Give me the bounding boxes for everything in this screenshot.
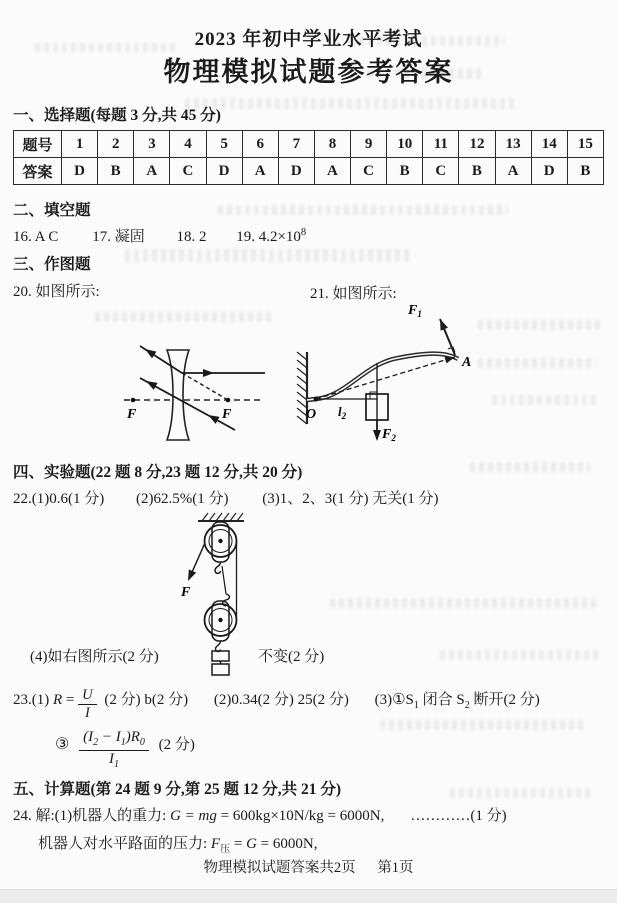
q23-part3-circle3-line xyxy=(55,730,195,770)
bleed-through-smudge xyxy=(330,598,600,608)
choice-answer-cell: D xyxy=(62,158,98,185)
q22-part2: (2)62.5%(1 分) xyxy=(135,491,229,507)
q24-line2 xyxy=(38,832,317,855)
choice-number-cell: 5 xyxy=(206,131,242,158)
choice-answer-cell: B xyxy=(98,158,134,185)
rope-middle-strand xyxy=(222,566,226,594)
section-experiment-heading: 四、实验题(22 题 8 分,23 题 12 分,共 20 分) xyxy=(13,464,303,481)
choice-number-cell: 12 xyxy=(459,131,495,158)
focus-point-left xyxy=(131,398,136,403)
pull-force-label: F xyxy=(181,585,191,600)
q22-part3: (3)1、2、3(1 分) 无关(1 分) xyxy=(262,491,439,507)
bleed-through-smudge xyxy=(478,358,596,368)
bleed-through-smudge xyxy=(440,650,598,660)
focus-label-left: F xyxy=(127,407,137,422)
q23-part1-suffix: (2 分) b(2 分) xyxy=(104,692,189,709)
section-calculation-heading: 五、计算题(第 24 题 9 分,第 25 题 12 分,共 21 分) xyxy=(13,781,342,798)
choice-number-cell: 14 xyxy=(531,131,567,158)
choice-answer-cell: D xyxy=(278,158,314,185)
arrowhead-icon xyxy=(203,369,214,377)
bleed-through-smudge xyxy=(450,788,590,798)
q23-equals: = xyxy=(62,692,79,709)
circled-three: ③ xyxy=(55,736,70,753)
bleed-through-smudge xyxy=(380,720,585,730)
movable-pulley-axle xyxy=(218,618,222,622)
q23-circle3-score: (2 分) xyxy=(158,737,195,753)
force1-label: $F_1$ xyxy=(408,303,422,319)
choice-answer-table xyxy=(13,130,604,185)
q23-part2: (2)0.34(2 分) 25(2 分) xyxy=(213,692,349,709)
choice-number-cell: 4 xyxy=(170,131,206,158)
bleed-through-smudge xyxy=(95,312,275,322)
q21-label: 21. 如图所示: xyxy=(310,286,397,302)
answer-q18: 18. 2 xyxy=(176,229,207,245)
q23-fraction-expression: $\frac{(I_2 - I_1)R_0}{I_1}$ xyxy=(79,730,149,770)
q22-4-answer: (4)如右图所示(2 分) xyxy=(30,649,159,665)
q24-l1-formula: G = mg xyxy=(170,808,217,824)
q23-prefix: 23.(1) xyxy=(13,692,53,709)
q24-l2-eq: = xyxy=(230,836,247,852)
choice-answer-cell: C xyxy=(423,158,459,185)
footer-page-number: 第1页 xyxy=(377,860,414,876)
arrowhead-icon xyxy=(143,346,157,359)
weight-hook xyxy=(216,641,221,652)
q19-exponent: 8 xyxy=(300,227,307,238)
page-title: 物理模拟试题参考答案 xyxy=(163,57,454,87)
q24-line1 xyxy=(13,804,507,825)
q24-l1-score-dots: …………(1 分) xyxy=(410,808,507,824)
choice-answer-cell: C xyxy=(351,158,387,185)
weight-top-block xyxy=(212,651,229,661)
q24-l1-result: = 600kg×10N/kg = 6000N, xyxy=(216,808,385,824)
answer-q16: 16. A C xyxy=(13,229,59,245)
bleed-through-smudge xyxy=(492,395,596,405)
lever-diagram xyxy=(292,302,487,452)
section-choice-heading: 一、选择题(每题 3 分,共 45 分) xyxy=(13,107,221,124)
choice-answer-cell: D xyxy=(206,158,242,185)
fixed-frame-hook xyxy=(215,562,221,573)
q24-l2-text: 机器人对水平路面的压力: xyxy=(38,836,211,852)
fill-answers-line xyxy=(13,225,306,246)
scan-edge-strip xyxy=(0,889,617,903)
choice-number-cell: 8 xyxy=(314,131,350,158)
choice-answer-cell: B xyxy=(459,158,495,185)
answer-q17: 17. 凝固 xyxy=(92,229,145,245)
curved-rod xyxy=(307,354,458,400)
arm-length-label: $l_2$ xyxy=(338,404,347,421)
choice-number-cell: 1 xyxy=(62,131,98,158)
bleed-through-smudge xyxy=(185,98,515,109)
choice-answer-cell: D xyxy=(531,158,567,185)
arrowhead-icon xyxy=(373,430,381,441)
choice-table-row-numbers xyxy=(14,131,604,158)
number-header-cell: 题号 xyxy=(14,131,62,158)
q23-fraction-u-over-i: $\frac{U}{I}$ xyxy=(78,688,96,721)
bleed-through-smudge xyxy=(470,462,590,472)
bleed-through-smudge xyxy=(478,320,603,330)
q22-answers-line xyxy=(13,487,438,508)
focus-label-right: F xyxy=(222,407,232,422)
q22-part1: 22.(1)0.6(1 分) xyxy=(13,491,105,507)
choice-number-cell: 15 xyxy=(567,131,603,158)
choice-answer-cell: A xyxy=(314,158,350,185)
choice-answer-cell: C xyxy=(170,158,206,185)
q23-var-r: R xyxy=(53,692,63,709)
choice-number-cell: 13 xyxy=(495,131,531,158)
choice-number-cell: 11 xyxy=(423,131,459,158)
fixed-pulley-axle xyxy=(218,539,222,543)
virtual-ray-extension xyxy=(182,373,228,400)
choice-number-cell: 6 xyxy=(242,131,278,158)
exam-title: 2023 年初中学业水平考试 xyxy=(194,29,423,50)
answer-header-cell: 答案 xyxy=(14,158,62,185)
section-drawing-heading: 三、作图题 xyxy=(13,256,91,273)
q24-l2-sub: 压 xyxy=(220,844,231,855)
choice-table-row-answers xyxy=(14,158,604,185)
choice-answer-cell: B xyxy=(567,158,603,185)
arrowhead-icon xyxy=(206,412,219,424)
ceiling-hatching xyxy=(198,513,244,521)
answer-q19: 19. $4.2\times 10^8$ xyxy=(236,227,307,245)
q23-answers-line xyxy=(13,688,540,721)
bleed-through-smudge xyxy=(125,249,410,262)
choice-answer-cell: A xyxy=(242,158,278,185)
force2-label: $F_2$ xyxy=(382,427,396,443)
right-angle-mark xyxy=(370,392,377,399)
weight-bottom-block xyxy=(212,664,229,675)
bleed-through-smudge xyxy=(218,205,508,215)
q24-l2-var-f: F xyxy=(210,836,221,852)
choice-answer-cell: B xyxy=(387,158,423,185)
choice-answer-cell: A xyxy=(134,158,170,185)
concave-lens-diagram xyxy=(118,342,268,447)
q23-part3: $(3)①S_1$ 闭合 $S_2$ 断开(2 分) xyxy=(374,692,540,712)
arrowhead-icon xyxy=(144,378,157,390)
page-footer xyxy=(0,856,617,877)
q24-l2-result: = 6000N, xyxy=(256,836,318,852)
arrowhead-icon xyxy=(184,569,196,582)
choice-number-cell: 10 xyxy=(387,131,423,158)
q24-l1-text: 24. 解:(1)机器人的重力: xyxy=(13,808,171,824)
footer-doc-pages: 物理模拟试题答案共2页 xyxy=(203,860,356,876)
pivot-label: O xyxy=(306,407,317,422)
q24-l2-var-g: G xyxy=(246,836,257,852)
choice-answer-cell: A xyxy=(495,158,531,185)
choice-number-cell: 2 xyxy=(98,131,134,158)
q20-label: 20. 如图所示: xyxy=(13,284,100,300)
choice-number-cell: 9 xyxy=(351,131,387,158)
arrowhead-icon xyxy=(436,317,448,330)
point-a-label: A xyxy=(462,355,472,370)
q22-4-answer-right: 不变(2 分) xyxy=(258,649,325,665)
choice-number-cell: 3 xyxy=(134,131,170,158)
choice-number-cell: 7 xyxy=(278,131,314,158)
section-fill-heading: 二、填空题 xyxy=(13,202,91,219)
